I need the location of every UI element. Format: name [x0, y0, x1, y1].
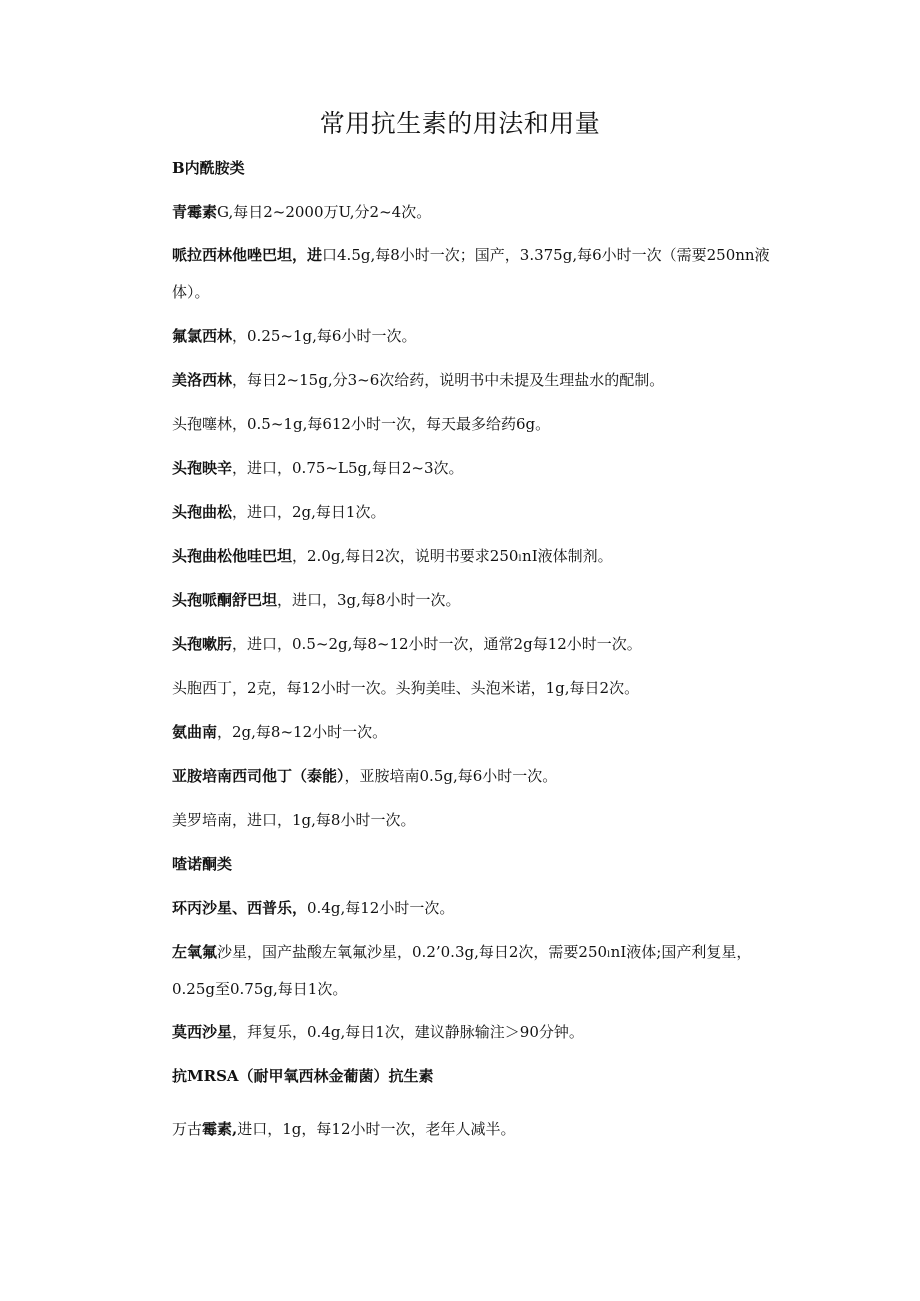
entry-ceftizoxime: [172, 626, 772, 663]
dosage-text: 0.4g,每12小时一次。: [307, 899, 455, 917]
entry-cefoxitin: [172, 670, 772, 707]
dosage-text: ，0.25~1g,每6小时一次。: [232, 327, 417, 345]
entry-vancomycin: [172, 1111, 772, 1148]
dosage-text: 进口，1g，每12小时一次，老年人减半。: [237, 1120, 516, 1138]
entry-penicillin: [172, 194, 772, 231]
entry-ceftriaxone: [172, 494, 772, 531]
drug-name: 头孢哌酮舒巴坦: [172, 591, 278, 609]
entry-aztreonam: [172, 714, 772, 751]
dosage-text: ，进口，0.75~L5g,每日2~3次。: [232, 459, 464, 477]
dosage-text: 口4.5g,每8小时一次；国产，3.375g,每6小时一次（需要250nn液体）。: [172, 246, 770, 301]
entry-meropenem: [172, 802, 772, 839]
drug-name: 头孢嗽肟: [172, 635, 233, 653]
entry-ceftriaxone-tazobactam: [172, 538, 772, 575]
dosage-text: ，2.0g,每日2次，说明书要求250ₗnI液体制剂。: [292, 547, 613, 565]
drug-name: 环丙沙星、西普乐，: [172, 899, 308, 917]
entry-cefazolin: [172, 406, 772, 443]
drug-name: 美洛西林: [172, 371, 233, 389]
drug-name: 头孢曲松他哇巴坦: [172, 547, 293, 565]
entry-mezlocillin: [172, 362, 772, 399]
drug-name: 头孢曲松: [172, 503, 233, 521]
dosage-text: 头胞西丁，2克，每12小时一次。头狗美哇、头泡米诺，1g,每日2次。: [172, 679, 640, 697]
entry-cefoperazone-sulbactam: [172, 582, 772, 619]
page-title: 常用抗生素的用法和用量: [319, 109, 601, 138]
section-heading-mrsa: 抗MRSA（耐甲氧西林金葡菌）抗生素: [172, 1067, 434, 1085]
entry-piperacillin-tazobactam: [172, 237, 772, 311]
dosage-text: ，进口，0.5~2g,每8~12小时一次，通常2g每12小时一次。: [232, 635, 642, 653]
dosage-text: 头孢噻林，0.5~1g,每612小时一次，每天最多给药6g。: [172, 415, 551, 433]
dosage-text: ，亚胺培南0.5g,每6小时一次。: [344, 767, 558, 785]
section-heading-beta-lactam: B内酰胺类: [172, 159, 245, 177]
drug-name-prefix: 万古: [172, 1120, 203, 1138]
dosage-text: ，每日2~15g,分3~6次给药，说明书中未提及生理盐水的配制。: [232, 371, 665, 389]
drug-name: 哌拉西林他唑巴坦，进: [172, 246, 323, 264]
dosage-text: ，2g,每8~12小时一次。: [217, 723, 388, 741]
dosage-text: ，拜复乐，0.4g,每日1次，建议静脉输注＞90分钟。: [232, 1023, 584, 1041]
dosage-text: ，进口，2g,每日1次。: [232, 503, 386, 521]
drug-name: 氨曲南: [172, 723, 218, 741]
section-heading-quinolone: 喳诺酮类: [172, 855, 233, 873]
drug-name: 氟氯西林: [172, 327, 233, 345]
drug-name: 头孢映辛: [172, 459, 233, 477]
drug-name: 莫西沙星: [172, 1023, 233, 1041]
entry-cefuroxime: [172, 450, 772, 487]
drug-name: 左氧氟: [172, 943, 218, 961]
dosage-text: ，进口，3g,每8小时一次。: [277, 591, 461, 609]
drug-name: 亚胺培南西司他丁（泰能）: [172, 767, 345, 785]
entry-levofloxacin: [172, 934, 772, 1008]
entry-imipenem-cilastatin: [172, 758, 772, 795]
entry-ciprofloxacin: [172, 890, 772, 927]
dosage-text: 沙星，国产盐酸左氧氟沙星，0.2’0.3g,每日2次，需要250ₗnI液体;国产利复星，0.25g至0.75g,每日1次。: [172, 943, 752, 998]
dosage-text: G,每日2~2000万U,分2~4次。: [217, 203, 432, 221]
dosage-text: 美罗培南，进口，1g,每8小时一次。: [172, 811, 416, 829]
drug-name: 霉素,: [202, 1120, 238, 1138]
entry-moxifloxacin: [172, 1014, 772, 1051]
drug-name: 青霉素: [172, 203, 218, 221]
entry-flucloxacillin: [172, 318, 772, 355]
